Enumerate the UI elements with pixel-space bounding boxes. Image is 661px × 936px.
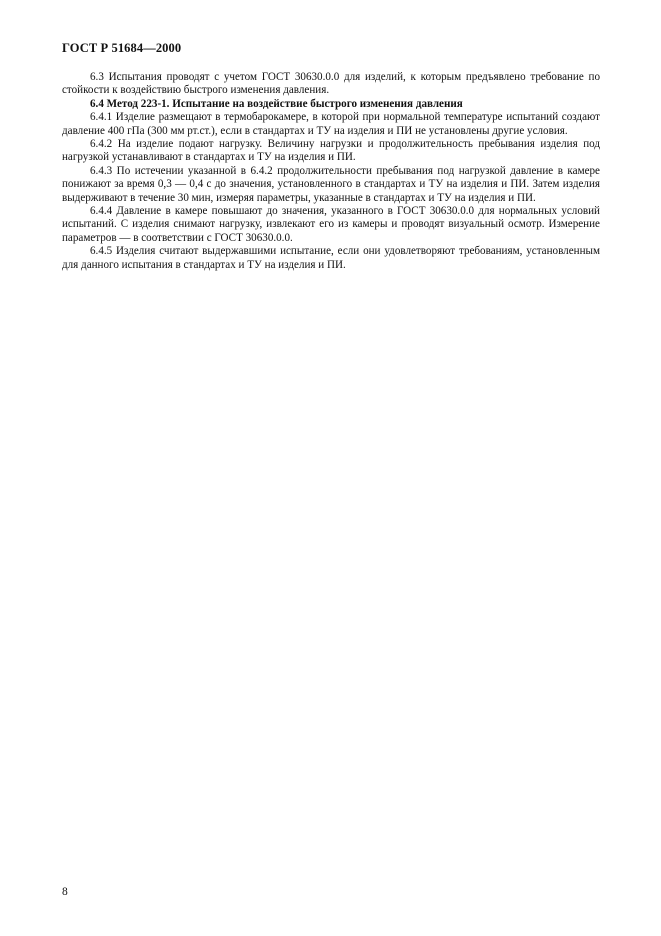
paragraph-6-4-1: 6.4.1 Изделие размещают в термобарокамере, в которой при нормальной температуре испытаний создают давление 400 гПа (300 мм рт.ст.), если в стандартах и ТУ на изделия и ПИ не установлены другие условия. [62, 111, 600, 137]
section-heading-6-4: 6.4 Метод 223-1. Испытание на воздействие быстрого изменения давления [90, 97, 463, 110]
paragraph-6-4-4: 6.4.4 Давление в камере повышают до значения, указанного в ГОСТ 30630.0.0 для нормальных условий испытаний. С изделия снимают нагрузку, извлекают его из камеры и проводят визуальный осмотр. Измерение параметров — в соответствии с ГОСТ 30630.0.0. [62, 205, 600, 244]
document-body [62, 71, 600, 272]
paragraph-6-3: 6.3 Испытания проводят с учетом ГОСТ 30630.0.0 для изделий, к которым предъявлено требование по стойкости к воздействию быстрого изменения давления. [62, 71, 600, 97]
document-header: ГОСТ Р 51684—2000 [62, 41, 182, 55]
page-number: 8 [62, 886, 68, 898]
paragraph-6-4-2: 6.4.2 На изделие подают нагрузку. Величину нагрузки и продолжительность пребывания изделия под нагрузкой устанавливают в стандартах и ТУ на изделия и ПИ. [62, 138, 600, 164]
paragraph-6-4-5: 6.4.5 Изделия считают выдержавшими испытание, если они удовлетворяют требованиям, установленным для данного испытания в стандартах и ТУ на изделия и ПИ. [62, 245, 600, 271]
paragraph-6-4-3: 6.4.3 По истечении указанной в 6.4.2 продолжительности пребывания под нагрузкой давление в камере понижают за время 0,3 — 0,4 с до значения, установленного в стандартах и ТУ на изделия и ПИ. Затем изделия выдерживают в течение 30 мин, измеряя параметры, указанные в стандартах и ТУ на изделия и ПИ. [62, 164, 600, 204]
